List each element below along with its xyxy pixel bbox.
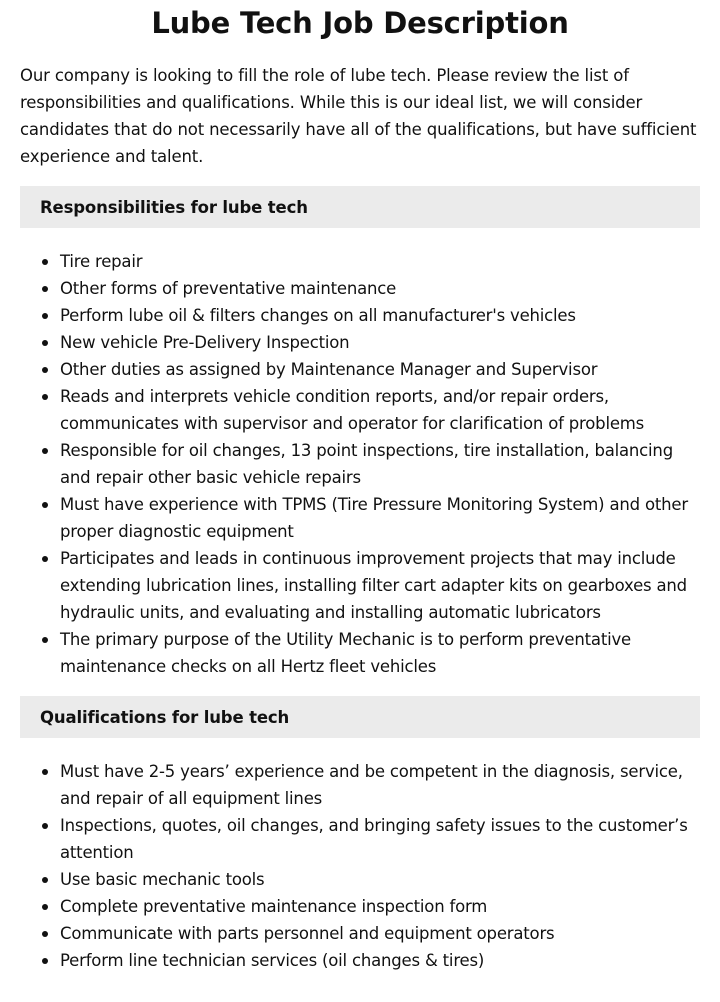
list-item: Must have 2-5 years’ experience and be competent in the diagnosis, service, and repair of all equipment lines — [20, 758, 700, 812]
list-item: Inspections, quotes, oil changes, and bringing safety issues to the customer’s attention — [20, 812, 700, 866]
list-item: Perform line technician services (oil changes & tires) — [20, 947, 700, 974]
list-item: Tire repair — [20, 248, 700, 275]
list-item: Other forms of preventative maintenance — [20, 275, 700, 302]
intro-paragraph: Our company is looking to fill the role of lube tech. Please review the list of responsibilities and qualifications. While this is our ideal list, we will consider candidates that do not necessarily have all of the qualifications, but have sufficient experience and talent. — [20, 66, 697, 166]
list-item: Other duties as assigned by Maintenance Manager and Supervisor — [20, 356, 700, 383]
list-item: New vehicle Pre-Delivery Inspection — [20, 329, 700, 356]
list-item: Complete preventative maintenance inspection form — [20, 893, 700, 920]
list-item: Reads and interprets vehicle condition reports, and/or repair orders, communicates with supervisor and operator for clarification of problems — [20, 383, 700, 437]
list-item: Perform lube oil & filters changes on all manufacturer's vehicles — [20, 302, 700, 329]
list-item: Use basic mechanic tools — [20, 866, 700, 893]
list-item: Communicate with parts personnel and equipment operators — [20, 920, 700, 947]
qualifications-heading: Qualifications for lube tech — [20, 696, 700, 738]
page-title: Lube Tech Job Description — [151, 6, 569, 40]
list-item: Must have experience with TPMS (Tire Pressure Monitoring System) and other proper diagnostic equipment — [20, 491, 700, 545]
responsibilities-heading: Responsibilities for lube tech — [20, 186, 700, 228]
list-item: The primary purpose of the Utility Mechanic is to perform preventative maintenance checks on all Hertz fleet vehicles — [20, 626, 700, 680]
list-item: Participates and leads in continuous improvement projects that may include extending lubrication lines, installing filter cart adapter kits on gearboxes and hydraulic units, and evaluating and installing automatic lubricators — [20, 545, 700, 626]
list-item: Responsible for oil changes, 13 point inspections, tire installation, balancing and repair other basic vehicle repairs — [20, 437, 700, 491]
qualifications-list — [20, 758, 700, 974]
responsibilities-list — [20, 248, 700, 680]
